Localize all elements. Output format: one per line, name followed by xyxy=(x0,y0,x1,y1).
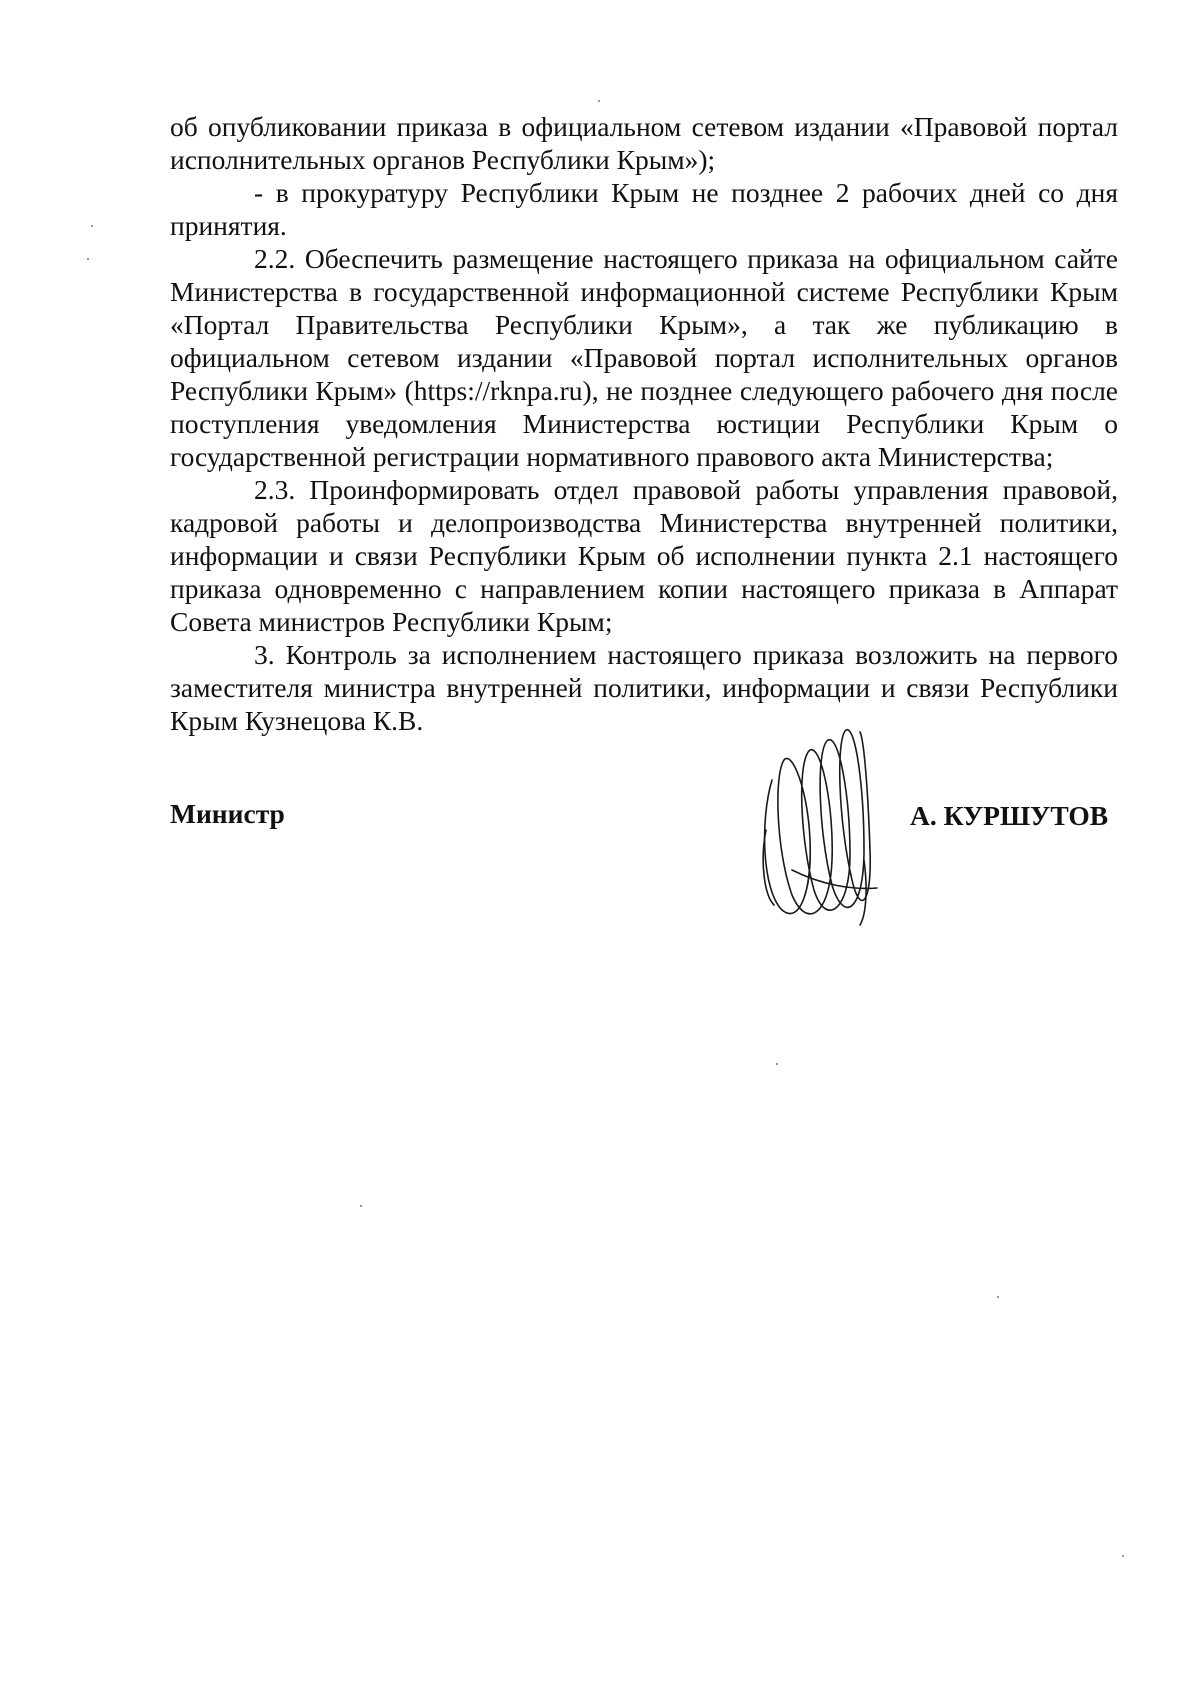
signatory-name: А. КУРШУТОВ xyxy=(910,800,1109,831)
document-body xyxy=(170,110,1118,737)
scan-speck xyxy=(91,225,93,227)
scan-speck xyxy=(87,258,89,260)
paragraph-publication-continuation: об опубликовании приказа в официальном сетевом издании «Правовой портал исполнительных органов Республики Крым»); xyxy=(170,111,1118,175)
scan-speck xyxy=(360,1205,362,1207)
scan-speck xyxy=(776,1063,778,1065)
scan-speck xyxy=(598,100,600,102)
scan-speck xyxy=(997,1296,999,1298)
paragraph-2-3: 2.3. Проинформировать отдел правовой работы управления правовой, кадровой работы и делопроизводства Министерства внутренней политики, информации и связи Республики Крым об исполнении пункта 2.1 настоящего приказа одновременно с направлением копии настоящего приказа в Аппарат Совета министров Республики Крым; xyxy=(170,474,1118,637)
paragraph-prosecutor: - в прокуратуру Республики Крым не позднее 2 рабочих дней со дня принятия. xyxy=(170,177,1118,241)
paragraph-3: 3. Контроль за исполнением настоящего приказа возложить на первого заместителя министра внутренней политики, информации и связи Республики Крым Кузнецова К.В. xyxy=(170,639,1118,736)
paragraph-2-2: 2.2. Обеспечить размещение настоящего приказа на официальном сайте Министерства в государственной информационной системе Республики Крым «Портал Правительства Республики Крым», а так же публикацию в официальном сетевом издании «Правовой портал исполнительных органов Республики Крым» (https://rknpa.ru), не позднее следующего рабочего дня после поступления уведомления Министерства юстиции Республики Крым о государственной регистрации нормативного правового акта Министерства; xyxy=(170,243,1118,472)
signatory-title: Министр xyxy=(170,798,285,829)
scan-speck xyxy=(1122,1555,1124,1557)
handwritten-signature xyxy=(752,720,882,935)
